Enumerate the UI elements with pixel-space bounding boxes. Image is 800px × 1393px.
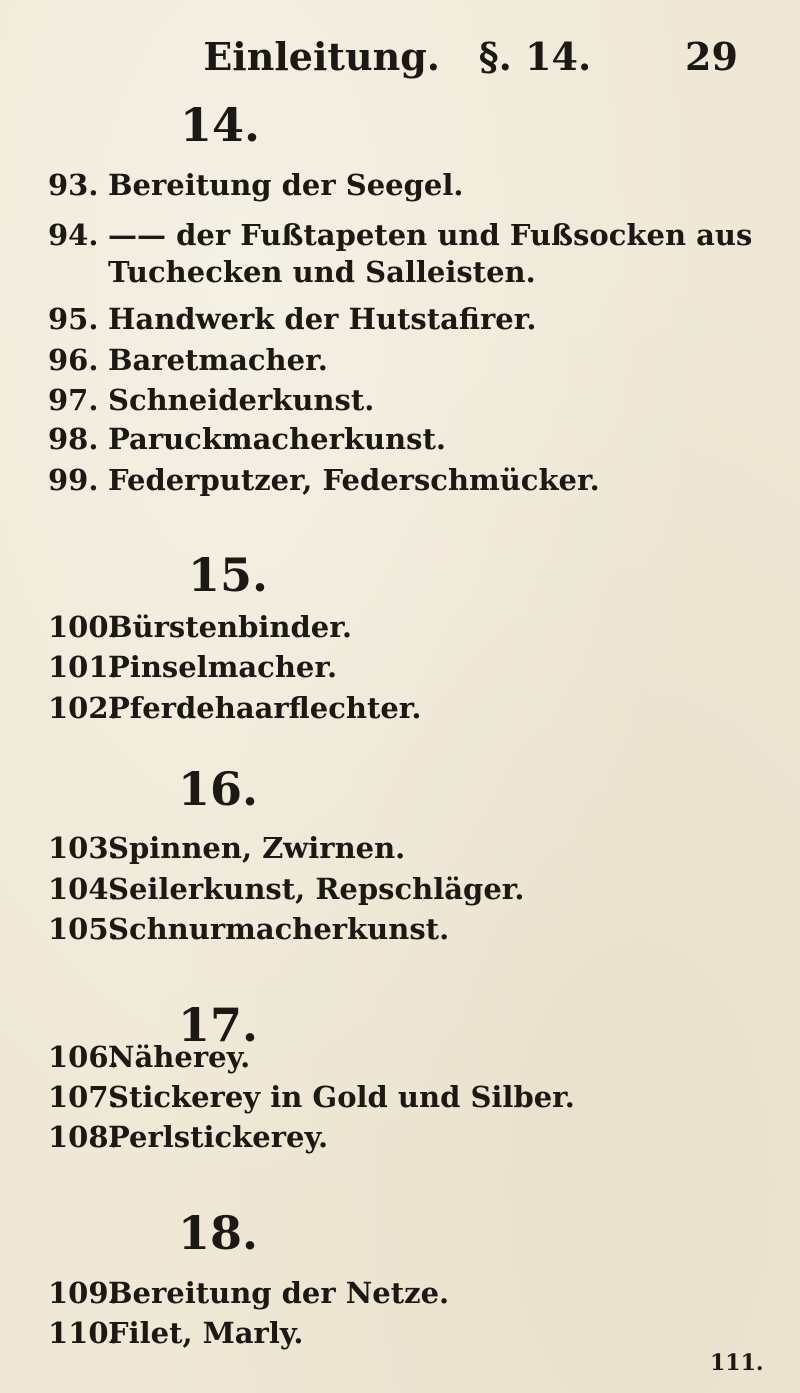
list-item bbox=[48, 343, 328, 377]
catchword: 111. bbox=[710, 1350, 764, 1376]
section-number: 16. bbox=[177, 762, 259, 816]
list-item bbox=[48, 1040, 250, 1074]
item-text: Pinselmacher. bbox=[108, 650, 338, 684]
item-text: Baretmacher. bbox=[108, 343, 328, 377]
list-item bbox=[48, 1080, 575, 1114]
item-number: 106. bbox=[48, 1040, 119, 1074]
list-item bbox=[48, 610, 352, 644]
item-number: 93. bbox=[48, 168, 99, 202]
list-item bbox=[48, 691, 422, 725]
section-number: 17. bbox=[177, 998, 259, 1052]
list-item bbox=[48, 218, 752, 252]
item-number: 95. bbox=[48, 302, 99, 336]
running-head-title: Einleitung. bbox=[203, 34, 440, 79]
item-text: Seilerkunst, Repschläger. bbox=[108, 872, 525, 906]
item-text: Handwerk der Hutstafirer. bbox=[108, 302, 537, 336]
list-item bbox=[48, 463, 600, 497]
item-number: 109. bbox=[48, 1276, 119, 1310]
list-item bbox=[48, 912, 449, 946]
item-text: —— der Fußtapeten und Fußsocken aus bbox=[108, 218, 753, 252]
item-text: Bereitung der Netze. bbox=[108, 1276, 450, 1310]
section-number: 14. bbox=[179, 98, 261, 152]
section-number: 18. bbox=[177, 1206, 259, 1260]
item-text: Pferdehaarflechter. bbox=[108, 691, 422, 725]
list-item-continuation: Tuchecken und Salleisten. bbox=[108, 255, 536, 289]
list-item bbox=[48, 168, 463, 202]
item-text: Bereitung der Seegel. bbox=[108, 168, 464, 202]
item-text: Schneiderkunst. bbox=[108, 383, 375, 417]
item-number: 108. bbox=[48, 1120, 119, 1154]
item-text: Filet, Marly. bbox=[108, 1316, 304, 1350]
item-text: Bürstenbinder. bbox=[108, 610, 352, 644]
item-number: 110. bbox=[48, 1316, 119, 1350]
section-number: 15. bbox=[187, 548, 269, 602]
item-text: Stickerey in Gold und Silber. bbox=[108, 1080, 575, 1114]
item-number: 101. bbox=[48, 650, 119, 684]
item-number: 103. bbox=[48, 831, 119, 865]
item-number: 107. bbox=[48, 1080, 119, 1114]
item-number: 97. bbox=[48, 383, 99, 417]
list-item bbox=[48, 1316, 303, 1350]
item-number: 104. bbox=[48, 872, 119, 906]
item-number: 100. bbox=[48, 610, 119, 644]
item-number: 105. bbox=[48, 912, 119, 946]
item-number: 94. bbox=[48, 218, 99, 252]
item-number: 99. bbox=[48, 463, 99, 497]
item-number: 102. bbox=[48, 691, 119, 725]
running-head bbox=[0, 34, 800, 94]
item-number: 96. bbox=[48, 343, 99, 377]
list-item bbox=[48, 650, 337, 684]
item-text: Perlstickerey. bbox=[108, 1120, 329, 1154]
list-item bbox=[48, 872, 524, 906]
item-text: Spinnen, Zwirnen. bbox=[108, 831, 406, 865]
item-text: Näherey. bbox=[108, 1040, 251, 1074]
list-item bbox=[48, 422, 446, 456]
list-item bbox=[48, 831, 405, 865]
list-item bbox=[48, 1276, 449, 1310]
item-text: Paruckmacherkunst. bbox=[108, 422, 446, 456]
running-head-section: §. 14. bbox=[478, 34, 592, 79]
list-item bbox=[48, 1120, 328, 1154]
item-text: Federputzer, Federschmücker. bbox=[108, 463, 600, 497]
item-text: Schnurmacherkunst. bbox=[108, 912, 450, 946]
page-number: 29 bbox=[685, 34, 738, 79]
list-item bbox=[48, 383, 374, 417]
list-item bbox=[48, 302, 536, 336]
item-number: 98. bbox=[48, 422, 99, 456]
